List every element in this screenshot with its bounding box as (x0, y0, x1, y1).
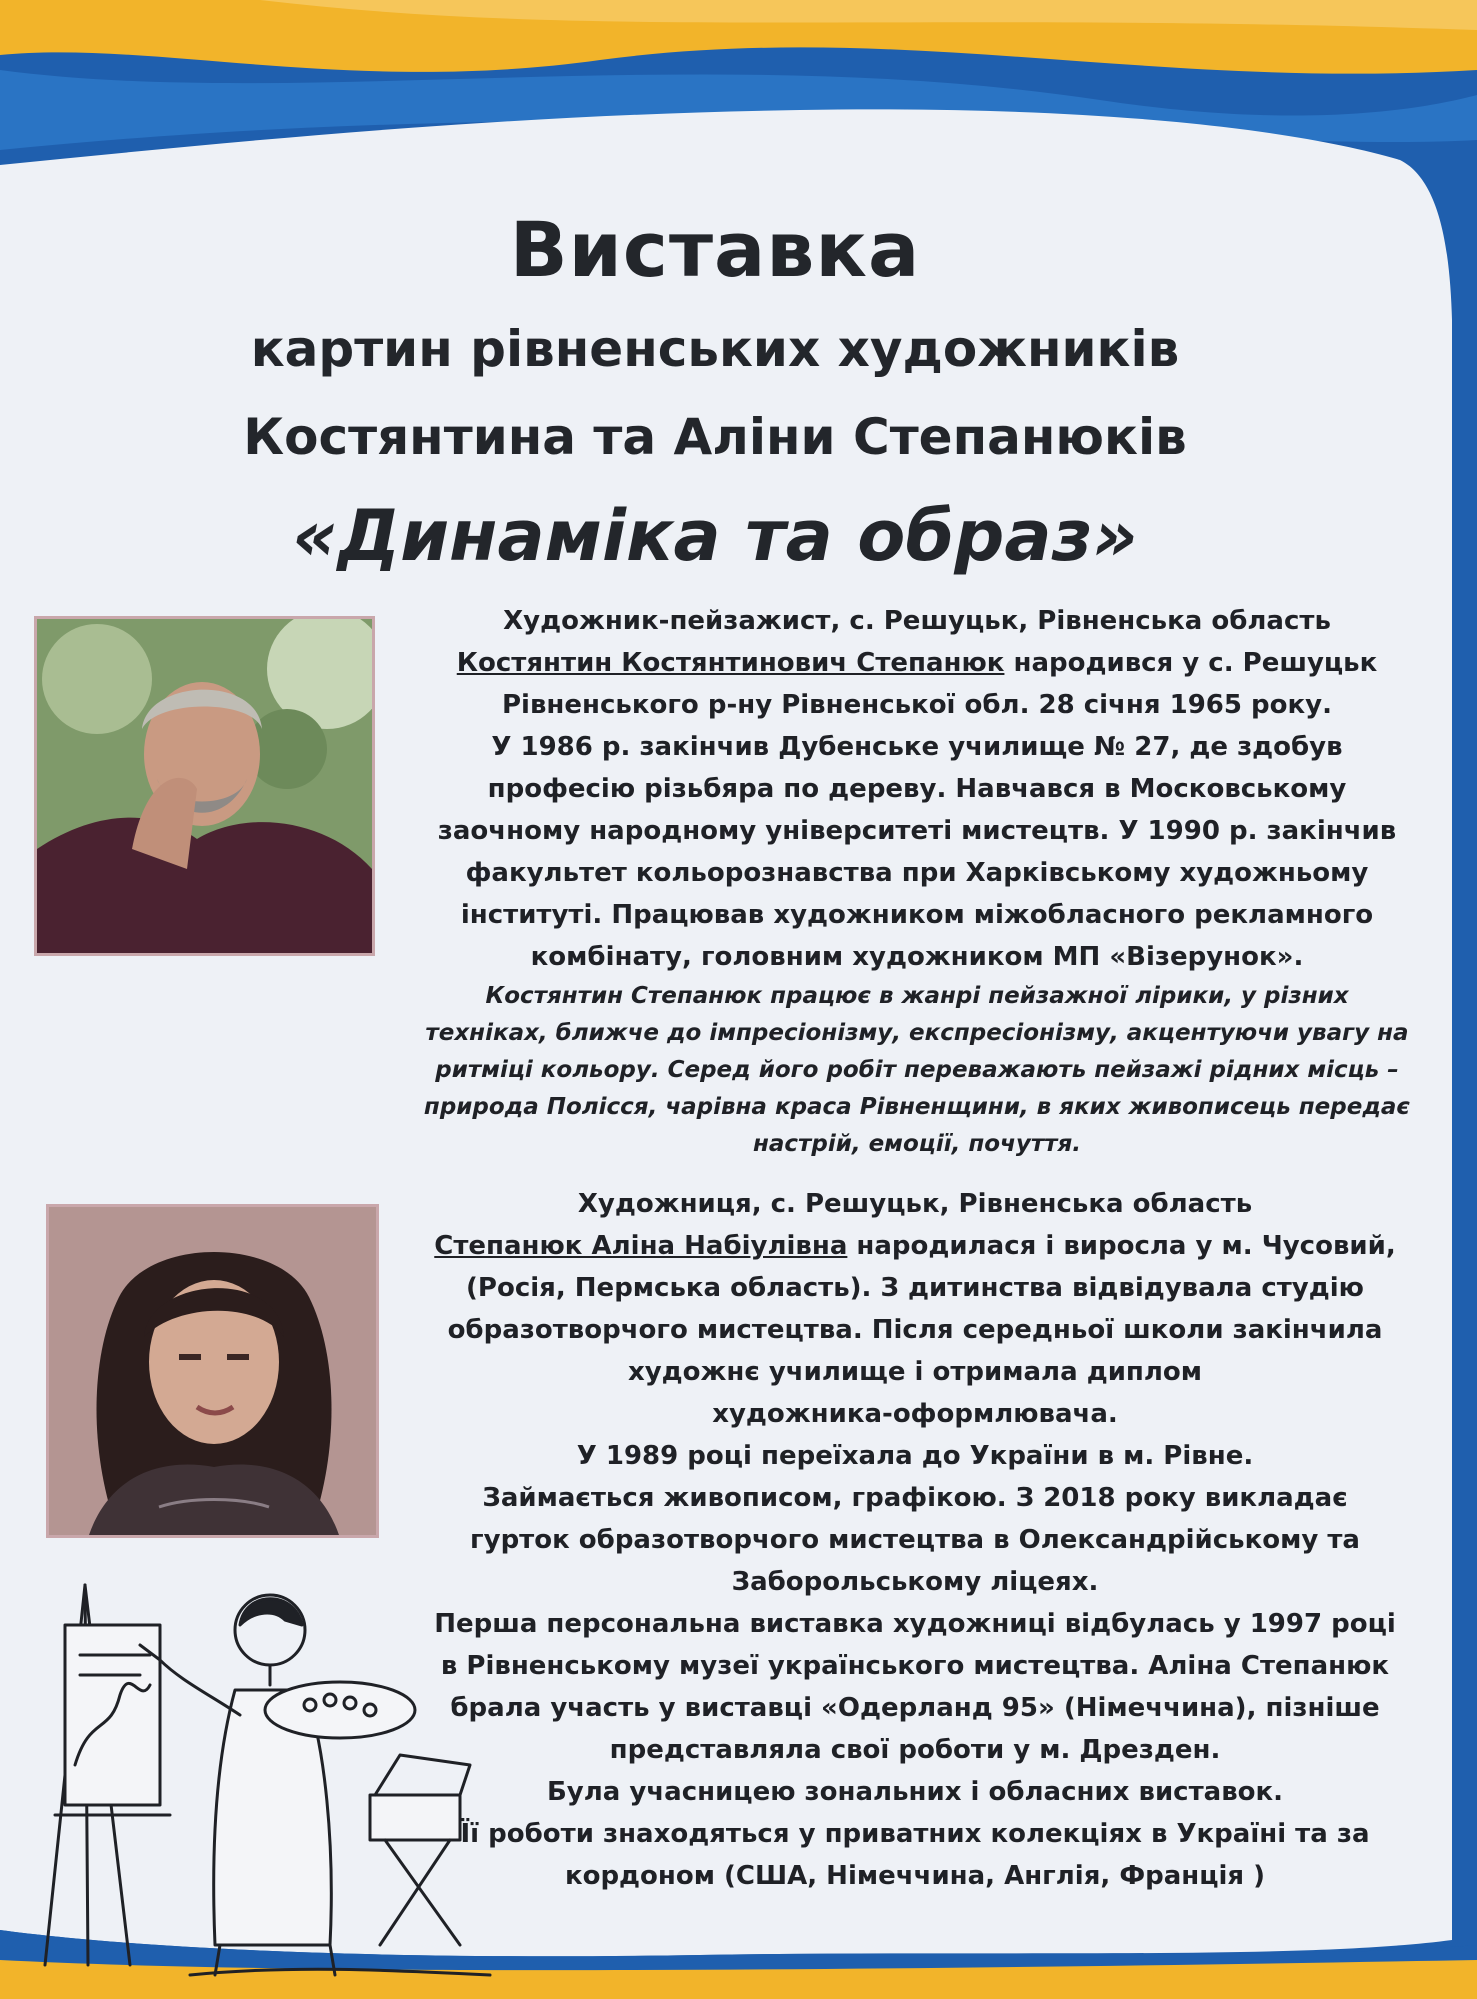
artist2-line: художнє училище і отримала диплом (627, 1357, 1203, 1387)
artist2-name-line (380, 1225, 1450, 1267)
artist1-line: інституті. Працював художником міжобласного рекламного (460, 900, 1374, 930)
artist2-born-text: народилася і виросла у м. Чусовий, (847, 1231, 1396, 1261)
artist1-italic-line: техніках, ближче до імпресіонізму, експресіонізму, акцентуючи увагу на (425, 1020, 1409, 1046)
artist1-italic-line: ритміці кольору. Серед його робіт переважають пейзажі рідних місць – (435, 1057, 1399, 1083)
artist2-line: гурток образотворчого мистецтва в Олександрійському та (470, 1525, 1360, 1555)
artist1-line: У 1986 р. закінчив Дубенське училище № 27, де здобув (491, 732, 1343, 762)
artist1-heading: Художник-пейзажист, с. Решуцьк, Рівненська область (503, 606, 1331, 636)
artist1-line: Рівненського р-ну Рівненської обл. 28 січня 1965 року. (502, 690, 1332, 720)
artist2-line: Заборольському ліцеях. (731, 1567, 1099, 1597)
artist2-line: в Рівненському музеї українського мистецтва. Аліна Степанюк (440, 1651, 1390, 1681)
artist2-line: брала участь у виставці «Одерланд 95» (Німеччина), пізніше (450, 1693, 1380, 1723)
artist2-line: кордоном (США, Німеччина, Англія, Франція ) (564, 1861, 1266, 1891)
exhibition-name: «Динаміка та образ» (292, 495, 1138, 577)
artist2-line: У 1989 році переїхала до України в м. Рівне. (576, 1441, 1254, 1471)
artist2-line: образотворчого мистецтва. Після середньої школи закінчила (447, 1315, 1383, 1345)
artist1-name-line (382, 642, 1452, 684)
artist1-italic-line: настрій, емоції, почуття. (753, 1131, 1081, 1157)
poster-subtitle-line2: Костянтина та Аліни Степанюків (243, 408, 1187, 466)
portrait-woman-icon (49, 1207, 376, 1535)
artist2-line: Перша персональна виставка художниці відбулась у 1997 році (434, 1609, 1396, 1639)
artist2-line: художника-оформлювача. (712, 1399, 1118, 1429)
artist1-born-text: народився у с. Решуцьк (1004, 648, 1378, 678)
artist2-bio (380, 1183, 1450, 1897)
artist2-line: Займається живописом, графікою. З 2018 року викладає (482, 1483, 1348, 1513)
artist1-line: комбінату, головним художником МП «Візерунок». (530, 942, 1304, 972)
painter-at-easel-icon (40, 1565, 500, 1985)
artist1-italic-line: Костянтин Степанюк працює в жанрі пейзажної лірики, у різних (485, 983, 1349, 1009)
artist2-line: Була учасницею зональних і обласних виставок. (546, 1777, 1284, 1807)
artist1-bio (382, 600, 1452, 1163)
artist1-italic-line: природа Полісся, чарівна краса Рівненщини, в яких живописець передає (423, 1094, 1411, 1120)
portrait-man-icon (37, 619, 372, 953)
artist1-line: професію різьбяра по дереву. Навчався в Московському (487, 774, 1347, 804)
artist2-name: Степанюк Аліна Набіулівна (434, 1231, 848, 1261)
artist2-photo (46, 1204, 379, 1538)
artist2-heading: Художниця, с. Решуцьк, Рівненська область (577, 1189, 1253, 1219)
artist2-line: представляла свої роботи у м. Дрезден. (609, 1735, 1221, 1765)
artist1-photo (34, 616, 375, 956)
artist1-line: факультет кольорознавства при Харківському художньому (465, 858, 1369, 888)
artist2-line: (Росія, Пермська область). З дитинства відвідувала студію (466, 1273, 1364, 1303)
poster-subtitle-line1: картин рівненських художників (250, 320, 1180, 378)
poster-title: Виставка (509, 205, 921, 294)
artist2-line: Її роботи знаходяться у приватних колекціях в Україні та за (460, 1819, 1370, 1849)
artist1-name: Костянтин Костянтинович Степанюк (456, 648, 1005, 678)
artist1-line: заочному народному університеті мистецтв. У 1990 р. закінчив (437, 816, 1397, 846)
